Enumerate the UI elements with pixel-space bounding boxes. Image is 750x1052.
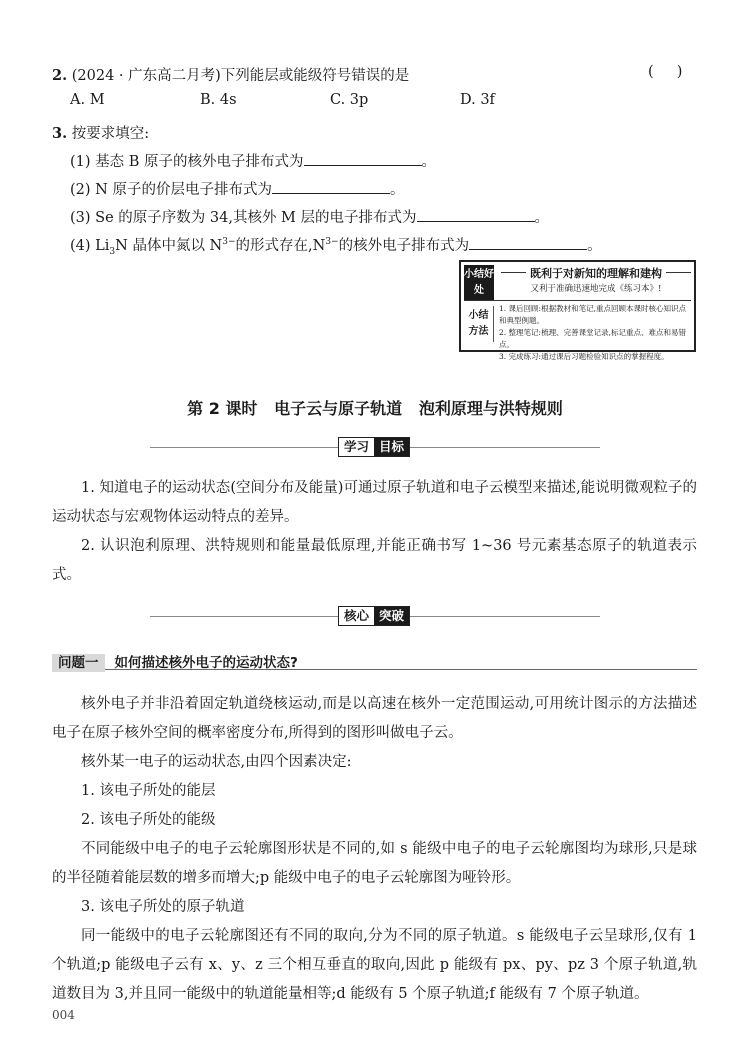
- section-label-b: 目标: [374, 438, 409, 456]
- fill-item-1: [70, 150, 436, 171]
- fill-item-text: (3) Se 的原子序数为 34,其核外 M 层的电子排布式为: [70, 210, 417, 226]
- answer-blank[interactable]: [272, 179, 390, 194]
- problem-tag: 问题一: [52, 654, 105, 672]
- goal-1: 1. 知道电子的运动状态(空间分布及能量)可通过原子轨道和电子云模型来描述,能说明微观粒子的运动状态与宏观物体运动特点的差异。: [52, 480, 697, 525]
- period: 。: [389, 182, 405, 198]
- subscript: 3: [109, 246, 116, 257]
- question-text: 按要求填空:: [71, 126, 150, 142]
- goal-2: 2. 认识泡利原理、洪特规则和能量最低原理,并能正确书写 1~36 号元素基态原子的轨道表示式。: [52, 538, 697, 583]
- superscript: 3−: [222, 237, 236, 248]
- section-label-a: 学习: [344, 439, 370, 454]
- summary-headline: [501, 265, 691, 281]
- summary-item: 2. 整理笔记:梳理、完善课堂记录,标记重点、难点和易错点。: [499, 328, 686, 349]
- question-2: [52, 64, 409, 85]
- question-number: 2.: [52, 67, 68, 84]
- problem-text: 如何描述核外电子的运动状态?: [114, 655, 298, 671]
- section-header-goals: [150, 437, 600, 457]
- section-pill: [338, 437, 410, 457]
- section-label-b: 突破: [374, 607, 409, 625]
- problem-heading: [52, 651, 697, 670]
- summary-label-benefit: 小结好处: [464, 265, 494, 301]
- page-number: 004: [52, 1008, 75, 1022]
- option-a: A. M: [70, 92, 105, 108]
- section-header-core: [150, 606, 600, 626]
- summary-subhead: 又利于准确迅速地完成《练习本》!: [530, 284, 662, 294]
- option-b: B. 4s: [200, 92, 237, 108]
- option-c: C. 3p: [330, 92, 369, 108]
- body-paragraph-1: 核外电子并非沿着固定轨道绕核运动,而是以高速在核外一定范围运动,可用统计图示的方法描述电子在原子核外空间的概率密度分布,所得到的图形叫做电子云。: [52, 696, 697, 741]
- lesson-title: 第 2 课时 电子云与原子轨道 泡利原理与洪特规则: [187, 399, 563, 418]
- question-number: 3.: [52, 125, 68, 142]
- fill-item-text: (1) 基态 B 原子的核外电子排布式为: [70, 154, 304, 170]
- superscript: 3−: [325, 237, 339, 248]
- summary-box: [459, 260, 696, 361]
- question-3: [52, 122, 149, 143]
- answer-blank[interactable]: [304, 151, 422, 166]
- body-paragraph-2: 核外某一电子的运动状态,由四个因素决定:: [81, 754, 352, 770]
- body-paragraph-4: 2. 该电子所处的能级: [81, 812, 216, 828]
- fill-item-text: (4) Li: [70, 238, 110, 254]
- section-label-a: 核心: [344, 608, 370, 623]
- period: 。: [534, 210, 550, 226]
- summary-divider: [464, 300, 691, 301]
- fill-item-text: 的形式存在,N: [235, 238, 326, 254]
- body-paragraph-7: 同一能级中的电子云轮廓图还有不同的取向,分为不同的原子轨道。s 能级电子云呈球形,仅有 1 个轨道;p 能级电子云有 x、y、z 三个相互垂直的取向,因此 p 能级有 px、py、pz 3 个原子轨道,轨道数目为 3,并且同一能级中的轨道能量相等;d 能级有 5 个原子轨道;f 能级有 7 个原子轨道。: [52, 928, 697, 1002]
- fill-item-text: 的核外电子排布式为: [338, 238, 470, 254]
- fill-item-3: [70, 206, 549, 227]
- body-paragraph-5: 不同能级中电子的电子云轮廓图形状是不同的,如 s 能级中电子的电子云轮廓图均为球形,只是球的半径随着能层数的增多而增大;p 能级中电子的电子云轮廓图为哑铃形。: [52, 841, 697, 886]
- fill-item-4: [70, 234, 602, 257]
- summary-headline-text: 既利于对新知的理解和建构: [526, 267, 666, 280]
- summary-label-method: 小结方法: [464, 306, 494, 342]
- answer-parentheses: ( ): [648, 64, 683, 80]
- summary-item: 1. 课后回顾:根据教材和笔记,重点回顾本课时核心知识点和典型例题。: [499, 304, 686, 325]
- answer-blank[interactable]: [469, 235, 587, 250]
- question-text: (2024 · 广东高二月考)下列能层或能级符号错误的是: [71, 68, 410, 84]
- section-pill: [338, 606, 410, 626]
- summary-item: 3. 完成练习:通过课后习题检验知识点的掌握程度。: [499, 352, 669, 361]
- period: 。: [421, 154, 437, 170]
- period: 。: [587, 238, 602, 254]
- fill-item-2: [70, 178, 404, 199]
- fill-item-text: (2) N 原子的价层电子排布式为: [70, 182, 272, 198]
- summary-items: [499, 303, 690, 363]
- fill-item-text: N 晶体中氮以 N: [115, 238, 223, 254]
- body-paragraph-6: 3. 该电子所处的原子轨道: [81, 899, 245, 915]
- answer-options: [70, 92, 590, 108]
- option-d: D. 3f: [460, 92, 495, 108]
- answer-blank[interactable]: [417, 207, 535, 222]
- body-paragraph-3: 1. 该电子所处的能层: [81, 783, 216, 799]
